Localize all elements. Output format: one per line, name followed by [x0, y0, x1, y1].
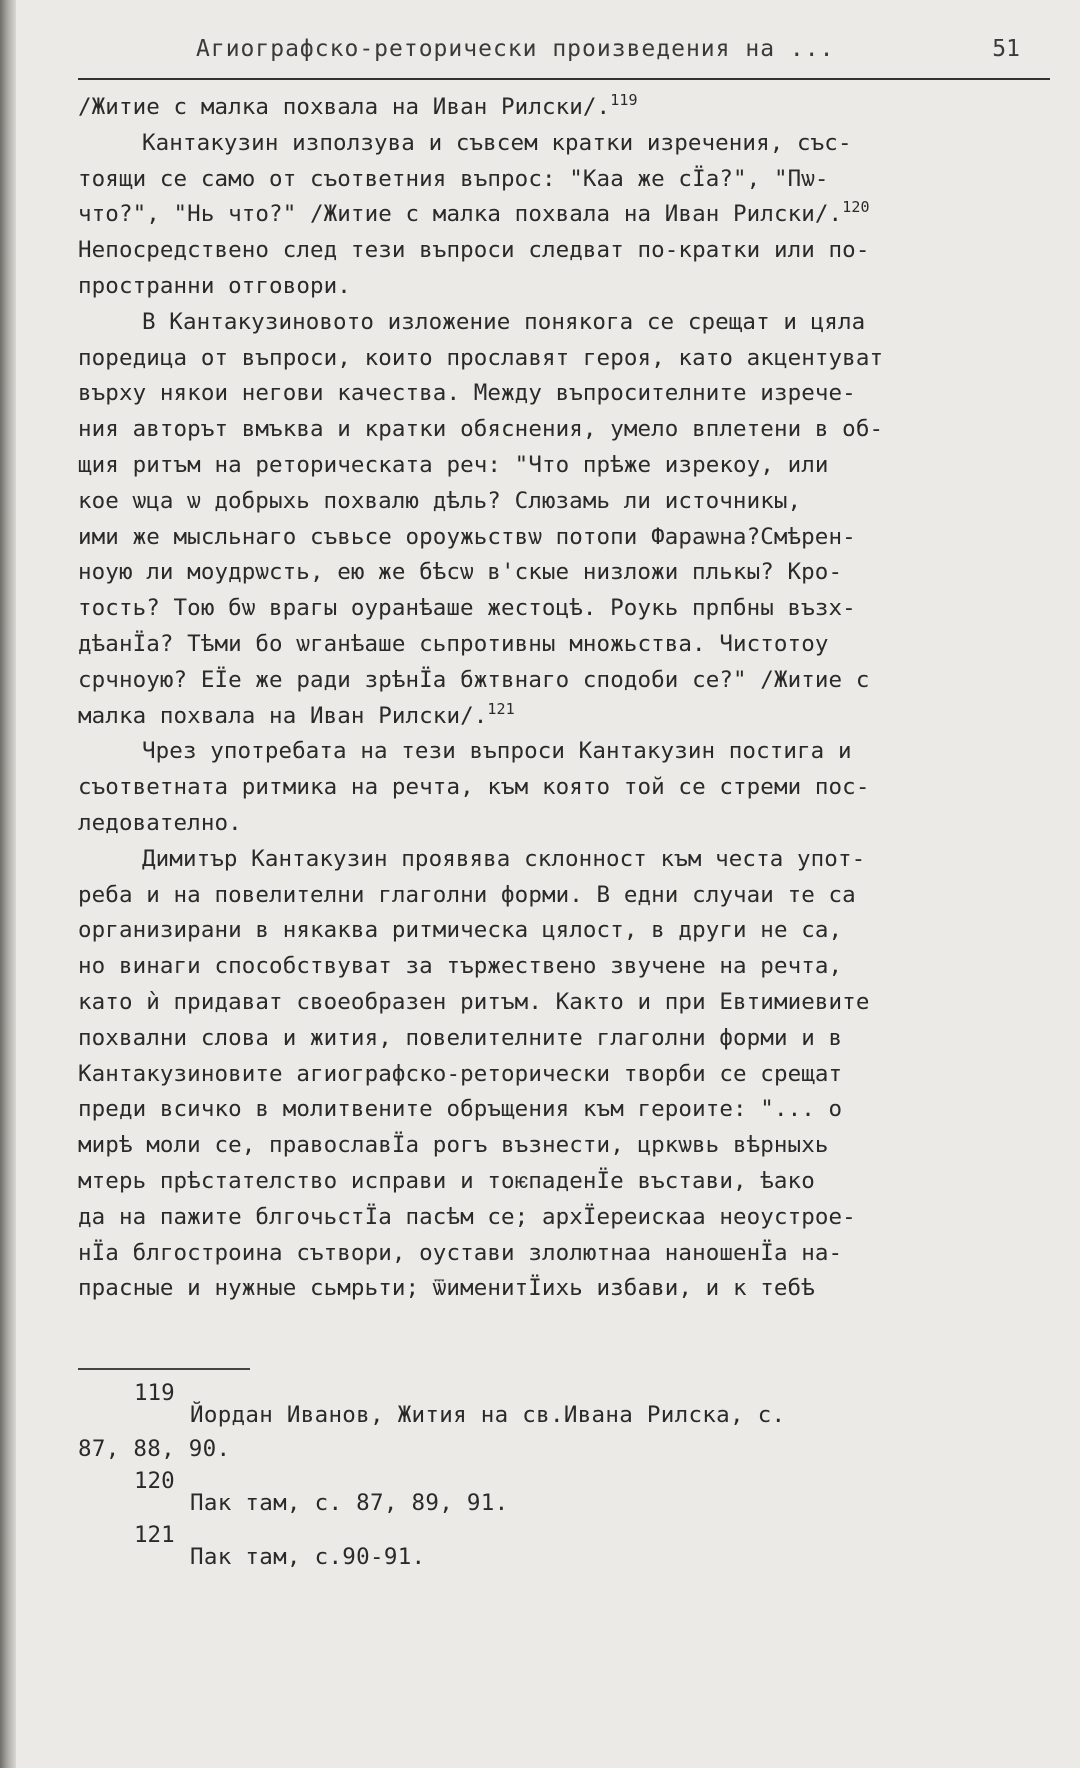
footnote-text: Пак там, с.90-91. [190, 1544, 426, 1570]
footnote-number: 121 [134, 1522, 175, 1548]
text-line: реба и на повелителни глаголни форми. В едни случаи те са [78, 881, 856, 908]
text-line: пространни отговори. [78, 272, 351, 299]
page-binding-edge [0, 0, 16, 1768]
text-line: да на пажите блгочьстÏа пасѣм се; архÏереискаа неоустрое- [78, 1203, 856, 1230]
text-line: поредица от въпроси, които прославят героя, като акцентуват [78, 344, 884, 371]
footnote-continuation: 87, 88, 90. [78, 1436, 231, 1462]
text-line: В Кантакузиновото изложение понякога се срещат и цяла [142, 308, 866, 335]
book-page [78, 30, 1050, 1750]
footnote-ref: 120 [842, 198, 870, 217]
text-line: похвални слова и жития, повелителните глаголни форми и в [78, 1024, 843, 1051]
text-line: что?", "Нь что?" /Житие с малка похвала на Иван Рилски/.$^{120}$ [78, 198, 870, 228]
footnote-number: 119 [134, 1380, 175, 1406]
text-line: ледователно. [78, 809, 242, 836]
text-line: организирани в някаква ритмическа цялост, в други не са, [78, 917, 843, 944]
text-line: преди всичко в молитвените обръщения към героите: "... о [78, 1096, 843, 1123]
text-line: съответната ритмика на речта, към която той се стреми пос- [78, 774, 870, 801]
text-line: тость? Тою бѡ врагы оуранѣаше жестоцѣ. Роукь прпбны възх- [78, 595, 856, 622]
text-line: Кантакузиновите агиографско-реторически творби се срещат [78, 1060, 843, 1087]
text-line: щия ритъм на реторическата реч: "Что прѣже изрекоу, или [78, 451, 829, 478]
text-line: ния авторът вмъква и кратки обяснения, умело вплетени в об- [78, 416, 884, 443]
footnote-ref: 119 [610, 91, 638, 109]
footnote-text: Пак там, с. 87, 89, 91. [190, 1490, 509, 1516]
footnote-ref: 121 [487, 699, 515, 718]
text-line: малка похвала на Иван Рилски/.$^{121}$ [78, 699, 515, 729]
text-line: Димитър Кантакузин проявява склонност към честа упот- [142, 845, 866, 872]
footnote-divider [78, 1368, 250, 1370]
text-line: мтерь прѣстателство исправи и тоѥпаденÏе въстави, ѣако [78, 1167, 815, 1194]
text-line: Непосредствено след тези въпроси следват по-кратки или по- [78, 237, 870, 264]
page-number: 51 [992, 36, 1020, 62]
footnote-text: Йордан Иванов, Жития на св.Ивана Рилска, с. [190, 1402, 786, 1428]
text-line: като ѝ придават своеобразен ритъм. Както и при Евтимиевите [78, 988, 870, 1015]
text-line: Чрез употребата на тези въпроси Кантакузин постига и [142, 738, 852, 765]
text-line: Кантакузин използува и съвсем кратки изречения, със- [142, 129, 852, 156]
text-line: тоящи се само от съответния въпрос: "Каа же сÏа?", "Пѡ- [78, 165, 829, 192]
text-line: кое ѡца ѡ добрыхь похвалю дѣль? Слюзамь ли источникы, [78, 487, 802, 514]
footnote-number: 120 [134, 1468, 175, 1494]
body-text [78, 90, 1050, 1307]
text-line: прасные и нужные сьмрьти; ѿименитÏихь избави, и к тебѣ [78, 1275, 815, 1302]
text-line: но винаги способствуват за тържествено звучене на речта, [78, 953, 843, 980]
text-line: срчноую? ЕÏе же ради зрѣнÏа бжтвнаго сподоби се?" /Житие с [78, 666, 870, 693]
text-line: ноую ли моудрѡсть, ею же бѣсѡ в'скые низложи плькы? Кро- [78, 559, 843, 586]
running-title: Агиографско-реторически произведения на ... [196, 36, 835, 62]
text-line: нÏа блгостроина сътвори, оустави злолютнаа наношенÏа на- [78, 1239, 843, 1266]
running-head [78, 34, 1050, 80]
text-line: мирѣ моли се, православÏа рогъ възнести, цркѡвь вѣрныхь [78, 1132, 829, 1159]
text-line: дѣанÏа? Тѣми бо ѡганѣаше сьпротивны множьства. Чистотоу [78, 630, 829, 657]
text-line: ими же мысльнаго съвьсе ороужьствѡ потопи Фараѡна?Смѣрен- [78, 523, 856, 550]
text-line: върху някои негови качества. Между въпросителните изрече- [78, 380, 856, 407]
text-line: /Житие с малка похвала на Иван Рилски/.$^{119}$ [78, 91, 638, 120]
